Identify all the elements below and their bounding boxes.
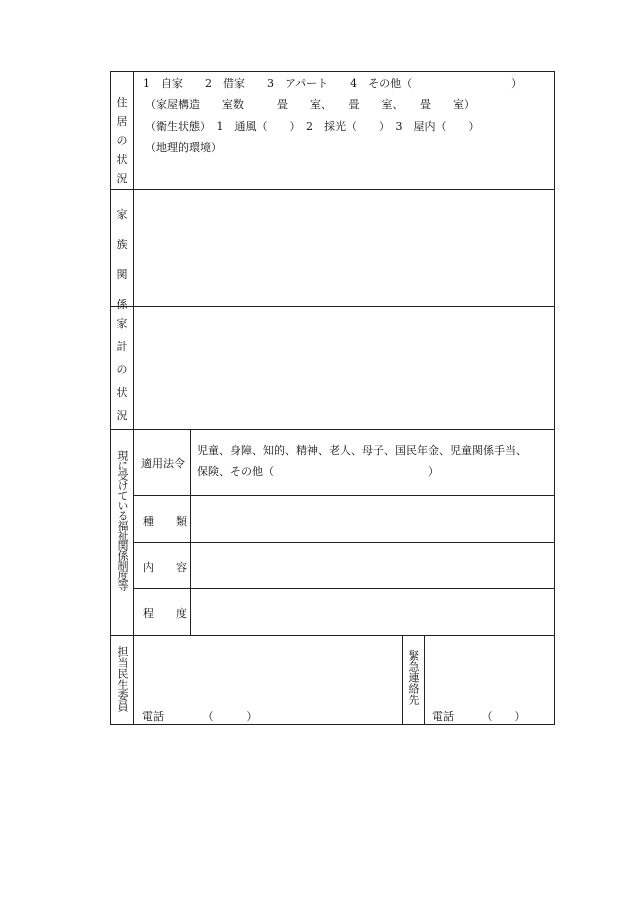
- law-options-line1[interactable]: 児童、身障、知的、精神、老人、母子、国民年金、児童関係手当、: [197, 444, 527, 457]
- welfare-label-cell: [111, 430, 134, 635]
- label-char: 家: [116, 317, 128, 330]
- welfare-label: 現に受けている福祉関係制度等: [116, 450, 129, 590]
- degree-label-cell: [134, 589, 191, 635]
- commissioner-phone[interactable]: 電話 （ ）: [142, 710, 258, 723]
- finance-content[interactable]: [134, 307, 554, 429]
- label-char: 状: [116, 153, 128, 166]
- family-content[interactable]: [134, 190, 554, 306]
- kind-label-cell: [134, 496, 191, 542]
- law-label: 適用法令: [141, 457, 185, 470]
- law-options-line2[interactable]: 保険、その他（ ）: [197, 465, 439, 478]
- welfare-section: [111, 430, 554, 636]
- contact-divider-right: [424, 636, 425, 724]
- record-form: [110, 71, 555, 725]
- content-row: [134, 543, 554, 589]
- commissioner-label-cell: [111, 636, 134, 724]
- emergency-phone[interactable]: 電話 （ ）: [432, 710, 526, 723]
- finance-label: [111, 318, 133, 421]
- law-label-cell: [134, 430, 191, 495]
- sanitation-line: （衛生状態） 1 通風（ ） 2 採光（ ） 3 屋内（ ）: [145, 120, 480, 133]
- label-char: 係: [116, 298, 128, 311]
- label-char: 住: [116, 96, 128, 109]
- housing-content[interactable]: [134, 72, 554, 189]
- content-label: 内 容: [143, 561, 187, 574]
- contact-section: [111, 636, 554, 724]
- label-char: 居: [116, 115, 128, 128]
- housing-label-cell: [111, 72, 134, 189]
- housing-type-line: 1 自家 2 借家 3 アパート 4 その他（ ）: [143, 77, 523, 90]
- content-label-cell: [134, 543, 191, 588]
- label-char: の: [116, 363, 128, 376]
- family-section: [111, 190, 554, 311]
- family-label-cell: [111, 190, 134, 311]
- degree-row: [134, 589, 554, 635]
- finance-label-cell: [111, 307, 134, 429]
- label-char: 族: [116, 238, 128, 251]
- label-char: の: [116, 134, 128, 147]
- housing-section: [111, 72, 554, 190]
- finance-section: [111, 307, 554, 430]
- label-char: 状: [116, 386, 128, 399]
- label-char: 家: [116, 208, 128, 221]
- degree-label: 程 度: [143, 607, 187, 620]
- family-label: [111, 209, 133, 310]
- kind-row: [134, 496, 554, 543]
- label-char: 関: [116, 268, 128, 281]
- contact-divider-left: [402, 636, 403, 724]
- label-char: 況: [116, 172, 128, 185]
- house-structure-line: （家屋構造 室数 畳 室、 畳 室、 畳 室）: [145, 98, 475, 111]
- housing-label: [111, 97, 133, 184]
- law-row: [134, 430, 554, 496]
- commissioner-label: 担当民生委員: [116, 646, 129, 712]
- emergency-label: 緊急連絡先: [407, 650, 420, 705]
- geography-line: （地理的環境）: [145, 141, 222, 154]
- kind-label: 種 類: [143, 515, 187, 528]
- label-char: 計: [116, 340, 128, 353]
- label-char: 況: [116, 409, 128, 422]
